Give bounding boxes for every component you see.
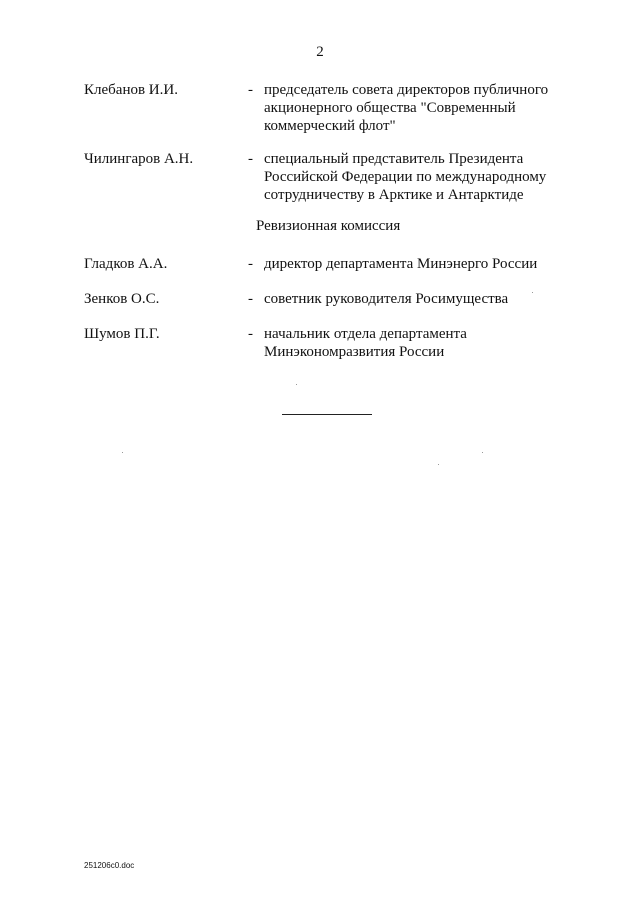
position-line: сотрудничеству в Арктике и Антарктиде [264, 187, 524, 203]
dash-separator: - [248, 151, 253, 167]
scan-speck [296, 384, 297, 385]
member-position [264, 81, 564, 135]
scan-speck [122, 452, 123, 453]
scan-speck [532, 292, 533, 293]
member-position [264, 290, 564, 308]
member-position [264, 255, 564, 273]
position-line: начальник отдела департамента [264, 326, 467, 342]
position-line: директор департамента Минэнерго России [264, 256, 538, 272]
position-line: акционерного общества "Современный [264, 100, 516, 116]
page-number: 2 [316, 44, 324, 60]
scan-speck [438, 464, 439, 465]
position-line: Минэкономразвития России [264, 344, 445, 360]
dash-separator: - [248, 82, 253, 98]
section-title-audit-commission: Ревизионная комиссия [256, 218, 401, 234]
footer-file-code: 251206c0.doc [84, 861, 135, 870]
member-position [264, 325, 564, 361]
dash-separator: - [248, 291, 253, 307]
member-name: Клебанов И.И. [84, 82, 178, 98]
closing-rule [282, 414, 372, 415]
position-line: Российской Федерации по международному [264, 169, 547, 185]
position-line: председатель совета директоров публичного [264, 82, 549, 98]
dash-separator: - [248, 326, 253, 342]
dash-separator: - [248, 256, 253, 272]
scan-speck [482, 452, 483, 453]
member-name: Чилингаров А.Н. [84, 151, 194, 167]
member-position [264, 150, 564, 204]
position-line: коммерческий флот" [264, 118, 396, 134]
member-name: Шумов П.Г. [84, 326, 160, 342]
position-line: советник руководителя Росимущества [264, 291, 509, 307]
member-name: Гладков А.А. [84, 256, 168, 272]
member-name: Зенков О.С. [84, 291, 160, 307]
position-line: специальный представитель Президента [264, 151, 524, 167]
